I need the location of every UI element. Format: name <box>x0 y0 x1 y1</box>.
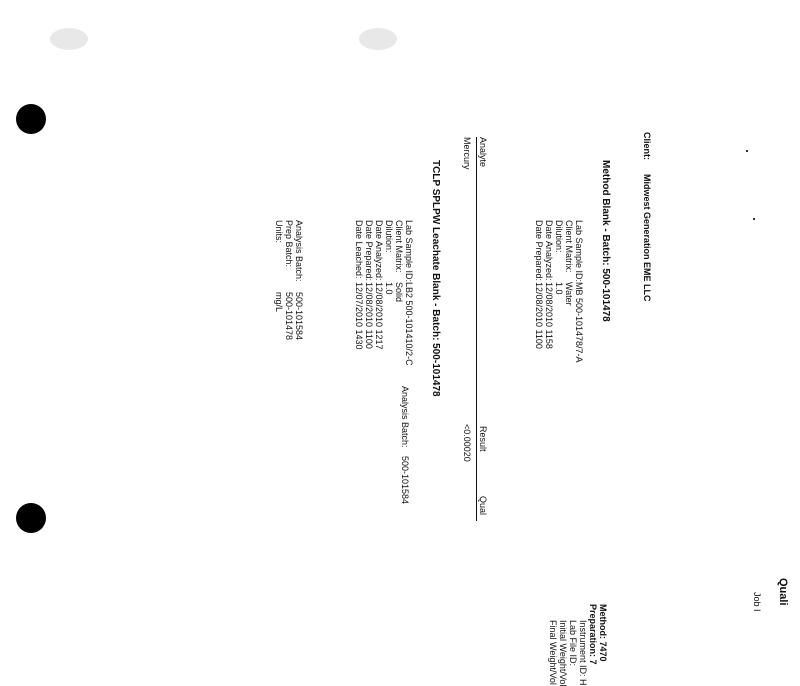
header-rule <box>476 137 477 521</box>
scan-speck <box>746 150 748 152</box>
analyte-header: Analyte <box>478 137 488 168</box>
punch-hole <box>16 503 46 533</box>
faint-punch-hole <box>359 28 397 50</box>
result-header: Result <box>478 426 488 452</box>
report-title: Quali <box>777 578 789 606</box>
client-label: Client: <box>642 132 652 160</box>
rotated-report-page: Quali Job I Client: Midwest Generation EME LLC Method Blank - Batch: 500-101478 Lab Sample ID: MB 500-101478/7-A Client Matrix: Water Dilution: 1.0 Date Analyzed: 12/08/2010 1158 Date Prepared: 12/08/2010 1100 Analysis Batch: 500-101584 Prep Batch: 500-101478 Units: mg/L Method: 7470 Preparation: 7 Instrument ID: H Lab File ID: Initial Weight/Vol Final Weight/Vol Analyte Result Qual Mercury <0.00020 TCLP SPLPW Leachate Blank - Batch: 500-101478 Lab Sample ID: LB2 500-101410/2-C Client Matrix: Solid Dilution: 1.0 Date Analyzed: 12/08/2010 1217 Date Prepared: 12/08/2010 1100 Date Leached: 12/07/2010 1430 Analysis Batch: 500-101584 <box>0 0 800 618</box>
faint-punch-hole <box>50 28 88 50</box>
client-name: Midwest Generation EME LLC <box>642 174 652 302</box>
scan-speck <box>753 218 755 220</box>
method-blank-title: Method Blank - Batch: 500-101478 <box>600 160 611 322</box>
job-label: Job I <box>752 592 762 612</box>
result-cell: <0.00020 <box>462 424 472 462</box>
qual-header: Qual <box>478 496 488 516</box>
analyte-cell: Mercury <box>462 137 472 170</box>
punch-hole <box>16 104 46 134</box>
tclp-blank-title: TCLP SPLPW Leachate Blank - Batch: 500-101478 <box>430 160 441 397</box>
